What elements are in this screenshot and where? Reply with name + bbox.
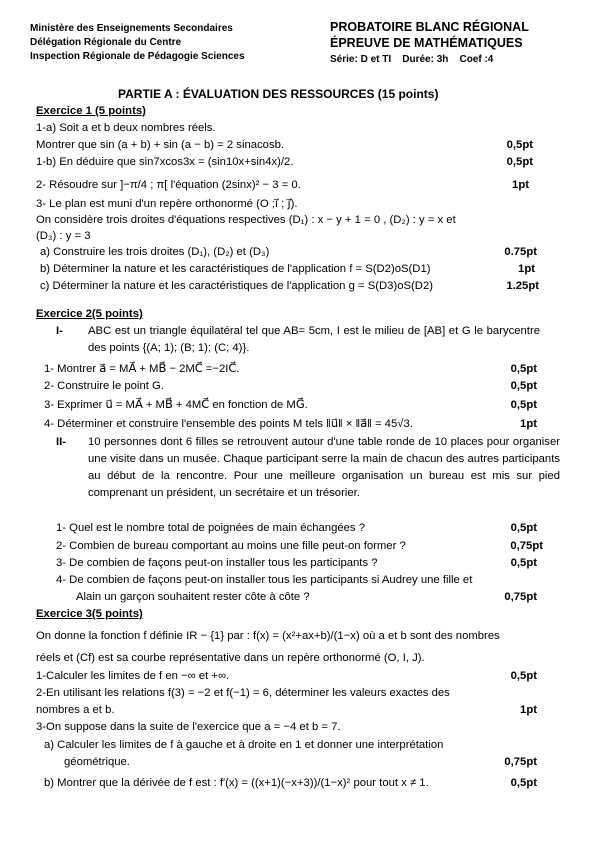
ex3-q3b-points: 0,5pt: [510, 777, 537, 789]
ex2-part-I-text: ABC est un triangle équilatéral tel que AB= 5cm, I est le milieu de [AB] et G le barycentre des points {(A; 1); (B; 1); (C; 4)}.: [88, 325, 540, 354]
ex2-p2-points: 0,75pt: [510, 540, 543, 552]
exam-title: PROBATOIRE BLANC RÉGIONAL: [330, 20, 529, 34]
ex2-q2-points: 0,5pt: [510, 380, 537, 392]
ex2-p3: 3- De combien de façons peut-on installer tous les participants ?: [56, 557, 378, 569]
header-inspection: Inspection Régionale de Pédagogie Sciences: [30, 51, 245, 62]
ex2-p1-points: 0,5pt: [510, 522, 537, 534]
ex1-line7: (D₃) : y = 3: [36, 230, 91, 242]
ex2-q3-points: 0,5pt: [510, 399, 537, 411]
ex3-q3a-line2: géométrique.: [64, 756, 130, 768]
ex1-q2-points: 1pt: [512, 179, 529, 191]
ex3-q1: 1-Calculer les limites de f en −∞ et +∞.: [36, 670, 230, 682]
ex1-item-b-points: 1pt: [518, 263, 535, 275]
ex2-q1-points: 0,5pt: [510, 363, 537, 375]
exercise-3-title: Exercice 3(5 points): [36, 608, 143, 620]
ex2-q4: 4- Déterminer et construire l'ensemble des points M tels ‖u⃗‖ × ‖a⃗‖ = 45√3.: [44, 418, 413, 430]
ex2-q1: 1- Montrer a⃗ = MA⃗ + MB⃗ − 2MC⃗ =−2IC⃗.: [44, 363, 240, 375]
exam-subject: ÉPREUVE DE MATHÉMATIQUES: [330, 36, 523, 50]
ex2-p4-line2: Alain un garçon souhaitent rester côte à côte ?: [76, 591, 310, 603]
ex2-part-I-label: I-: [56, 325, 63, 337]
ex1-q1b-points: 0,5pt: [506, 156, 533, 168]
ex3-q2-points: 1pt: [520, 704, 537, 716]
ex2-part-II-label: II-: [56, 436, 67, 448]
ex3-q2-line1: 2-En utilisant les relations f(3) = −2 et f(−1) = 6, déterminer les valeurs exactes des: [36, 687, 450, 699]
exercise-2-title: Exercice 2(5 points): [36, 308, 143, 320]
ex3-q2-line2: nombres a et b.: [36, 704, 115, 716]
exam-info: Série: D et TI Durée: 3h Coef :4: [330, 54, 494, 65]
ex1-line1: 1-a) Soit a et b deux nombres réels.: [36, 122, 216, 134]
ex2-q3: 3- Exprimer u⃗ = MA⃗ + MB⃗ + 4MC⃗ en fonction de MG⃗.: [44, 399, 308, 411]
ex2-q2: 2- Construire le point G.: [44, 380, 164, 392]
ex2-q4-points: 1pt: [520, 418, 537, 430]
ex1-item-c-points: 1.25pt: [506, 280, 539, 292]
ex2-part-II-text: 10 personnes dont 6 filles se retrouvent autour d'une table ronde de 10 places pour organiser une visite dans un musée. Chaque participant serre la main de chacun des autres participants au début de la rencontre. Pour une meilleure organisation un bureau est mis sur pied comprenant un président, un secrétaire et un trésorier.: [88, 436, 560, 499]
ex1-item-a-points: 0.75pt: [504, 246, 537, 258]
ex1-line3: 1-b) En déduire que sin7xcos3x = (sin10x+sin4x)/2.: [36, 156, 294, 168]
ex3-q3b: b) Montrer que la dérivée de f est : f′(x) = ((x+1)(−x+3))/(1−x)² pour tout x ≠ 1.: [44, 777, 429, 789]
ex3-line1: On donne la fonction f définie IR − {1} par : f(x) = (x²+ax+b)/(1−x) où a et b sont des nombres: [36, 630, 500, 642]
exercise-1-title: Exercice 1 (5 points): [36, 105, 146, 117]
header-delegation: Délégation Régionale du Centre: [30, 37, 182, 48]
ex3-q3a-points: 0,75pt: [504, 756, 537, 768]
ex2-p3-points: 0,5pt: [510, 557, 537, 569]
ex3-line2: réels et (Cf) est sa courbe représentative dans un repère orthonormé (O, I, J).: [36, 652, 425, 664]
ex1-line4: 2- Résoudre sur ]−π/4 ; π[ l'équation (2sinx)² − 3 = 0.: [36, 179, 301, 191]
ex3-q3a-line1: a) Calculer les limites de f à gauche et à droite en 1 et donner une interprétation: [44, 739, 444, 751]
ex1-item-b: b) Déterminer la nature et les caractéristiques de l'application f = S(D2)oS(D1): [40, 263, 431, 275]
ex2-p4-line1: 4- De combien de façons peut-on installer tous les participants si Audrey une fille et: [56, 574, 473, 586]
ex1-q1a-points: 0,5pt: [506, 139, 533, 151]
ex1-line2: Montrer que sin (a + b) + sin (a − b) = 2 sinacosb.: [36, 139, 285, 151]
ex2-p4-points: 0,75pt: [504, 591, 537, 603]
header-ministry: Ministère des Enseignements Secondaires: [30, 23, 233, 34]
ex2-p2: 2- Combien de bureau comportant au moins une fille peut-on former ?: [56, 540, 406, 552]
ex1-line5: 3- Le plan est muni d'un repère orthonormé (O ;i⃗ ; j⃗).: [36, 198, 298, 210]
ex2-p1: 1- Quel est le nombre total de poignées de main échangées ?: [56, 522, 365, 534]
part-a-title: PARTIE A : ÉVALUATION DES RESSOURCES (15 points): [118, 87, 439, 101]
ex1-item-c: c) Déterminer la nature et les caractéristiques de l'application g = S(D3)oS(D2): [40, 280, 434, 292]
ex1-item-a: a) Construire les trois droites (D₁), (D₂) et (D₃): [40, 246, 270, 258]
ex1-line6: On considère trois droites d'équations respectives (D₁) : x − y + 1 = 0 , (D₂) : y = x et: [36, 214, 456, 226]
ex3-q1-points: 0,5pt: [510, 670, 537, 682]
ex3-q3-intro: 3-On suppose dans la suite de l'exercice que a = −4 et b = 7.: [36, 721, 341, 733]
